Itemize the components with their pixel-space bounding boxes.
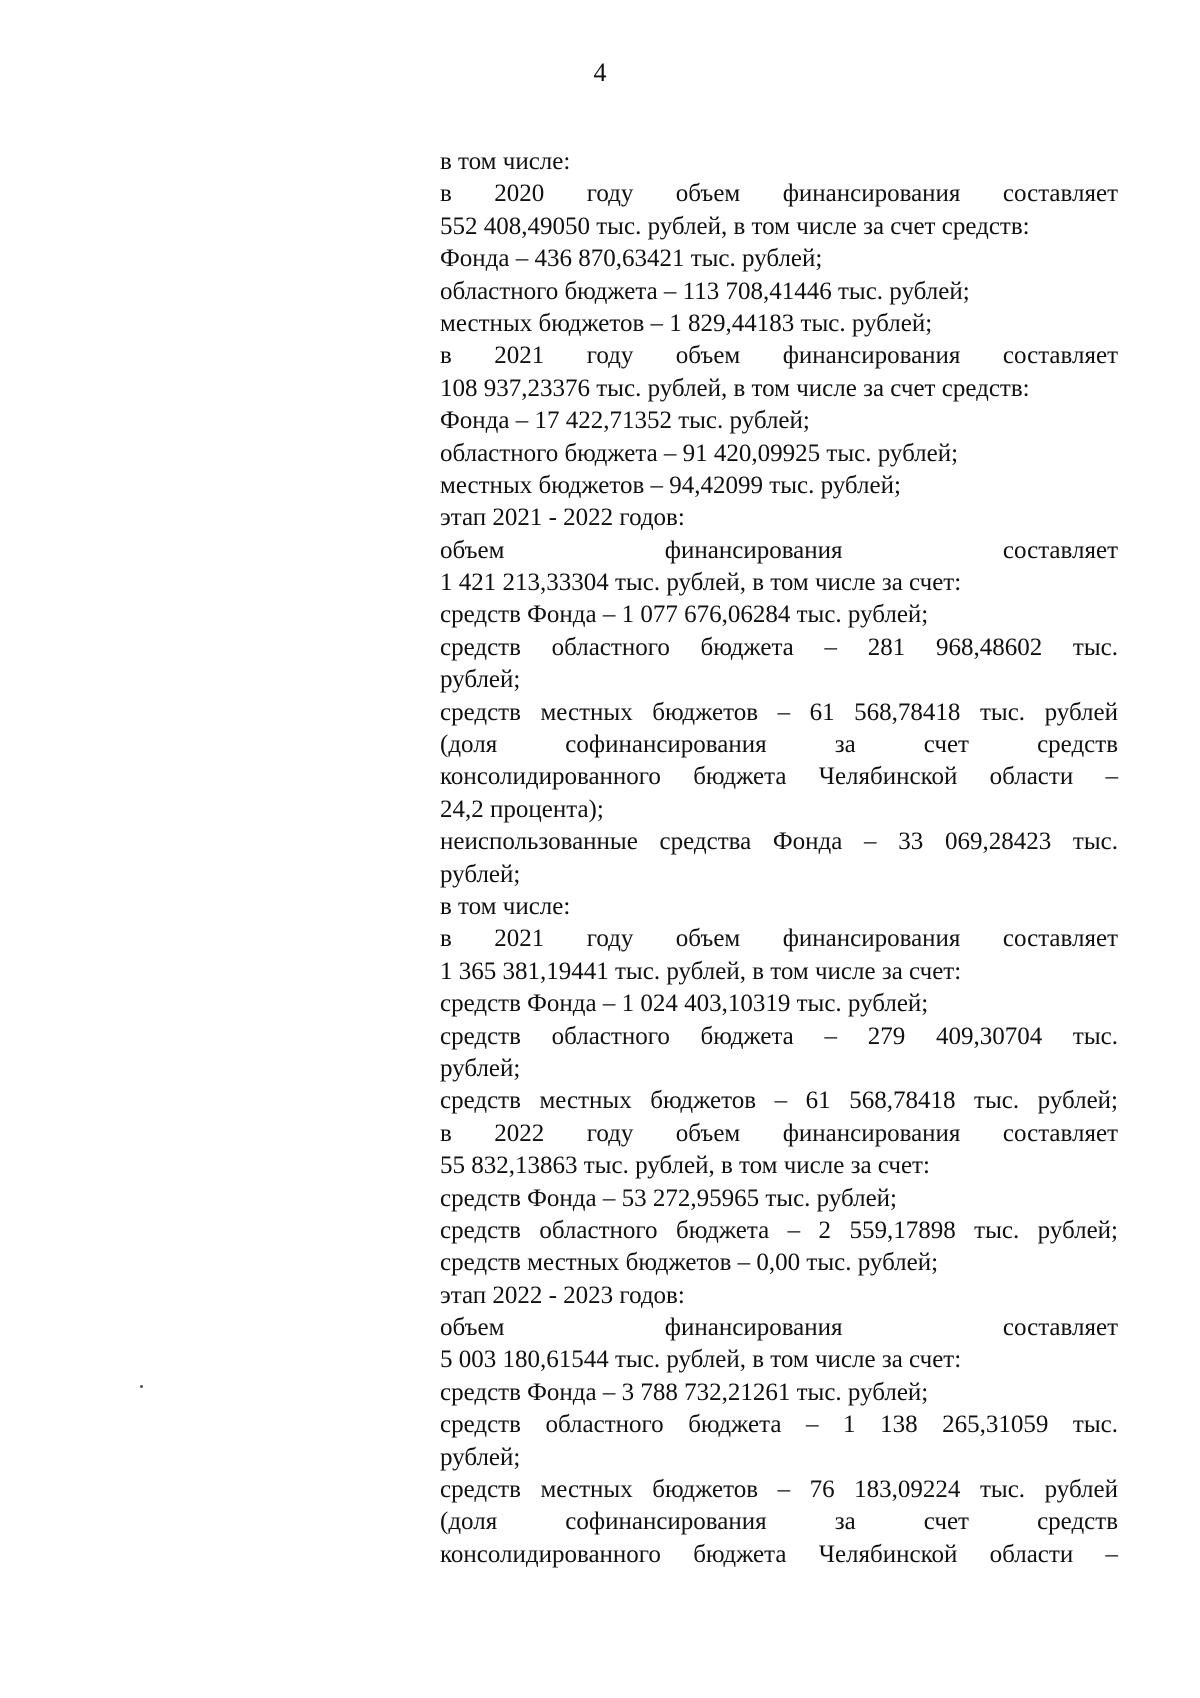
text-line: 552 408,49050 тыс. рублей, в том числе за счет средств: [440,212,1030,240]
text-line: 24,2 процента); [440,795,604,823]
text-line: средств областного бюджета – 279 409,30704 тыс. [440,1022,1118,1050]
text-line: этап 2022 - 2023 годов: [440,1281,685,1309]
text-line: в 2022 году объем финансирования составляет [440,1119,1118,1147]
text-line: консолидированного бюджета Челябинской области – [440,1540,1118,1568]
text-line: Фонда – 436 870,63421 тыс. рублей; [440,245,823,273]
text-line: средств областного бюджета – 1 138 265,31059 тыс. [440,1411,1118,1439]
text-line: неиспользованные средства Фонда – 33 069,28423 тыс. [440,828,1118,856]
text-line: средств Фонда – 53 272,95965 тыс. рублей; [440,1184,898,1212]
text-line: рублей; [440,1443,521,1471]
text-line: рублей; [440,1054,521,1082]
text-line: средств Фонда – 1 077 676,06284 тыс. рублей; [440,601,929,629]
text-line: областного бюджета – 113 708,41446 тыс. рублей; [440,277,970,305]
text-line: средств местных бюджетов – 0,00 тыс. рублей; [440,1249,939,1277]
text-line: (доля софинансирования за счет средств [440,731,1118,759]
text-line: (доля софинансирования за счет средств [440,1508,1118,1536]
text-line: рублей; [440,666,521,694]
text-line: местных бюджетов – 1 829,44183 тыс. рублей; [440,309,933,337]
text-line: в том числе: [440,148,571,175]
text-line: средств местных бюджетов – 61 568,78418 тыс. рублей [440,698,1118,726]
text-line: в том числе: [440,892,571,920]
text-line: 5 003 180,61544 тыс. рублей, в том числе за счет: [440,1346,962,1374]
text-line: в 2021 году объем финансирования составляет [440,925,1118,953]
text-line: средств областного бюджета – 2 559,17898 тыс. рублей; [440,1216,1118,1244]
text-line: объем финансирования составляет [440,536,1118,564]
text-line: средств областного бюджета – 281 968,48602 тыс. [440,633,1118,661]
text-line: средств местных бюджетов – 76 183,09224 тыс. рублей [440,1476,1118,1504]
text-line: областного бюджета – 91 420,09925 тыс. рублей; [440,439,959,467]
text-line: консолидированного бюджета Челябинской области – [440,763,1118,791]
text-line: этап 2021 - 2022 годов: [440,504,685,532]
text-line: Фонда – 17 422,71352 тыс. рублей; [440,407,810,435]
text-line: 55 832,13863 тыс. рублей, в том числе за счет: [440,1152,930,1180]
text-line: в 2020 году объем финансирования составляет [440,180,1118,208]
text-line: 1 365 381,19441 тыс. рублей, в том числе за счет: [440,957,962,985]
text-line: рублей; [440,860,521,888]
text-line: средств местных бюджетов – 61 568,78418 тыс. рублей; [440,1087,1118,1115]
text-line: местных бюджетов – 94,42099 тыс. рублей; [440,471,901,499]
text-line: 108 937,23376 тыс. рублей, в том числе за счет средств: [440,374,1030,402]
text-line: средств Фонда – 1 024 403,10319 тыс. рублей; [440,990,929,1018]
text-line: объем финансирования составляет [440,1314,1118,1342]
text-line: средств Фонда – 3 788 732,21261 тыс. рублей; [440,1378,929,1406]
document-body [440,146,1118,1571]
text-line: в 2021 году объем финансирования составляет [440,342,1118,370]
page-number: 4 [593,58,607,87]
text-line: 1 421 213,33304 тыс. рублей, в том числе за счет: [440,569,962,597]
scan-speck [140,1385,143,1388]
